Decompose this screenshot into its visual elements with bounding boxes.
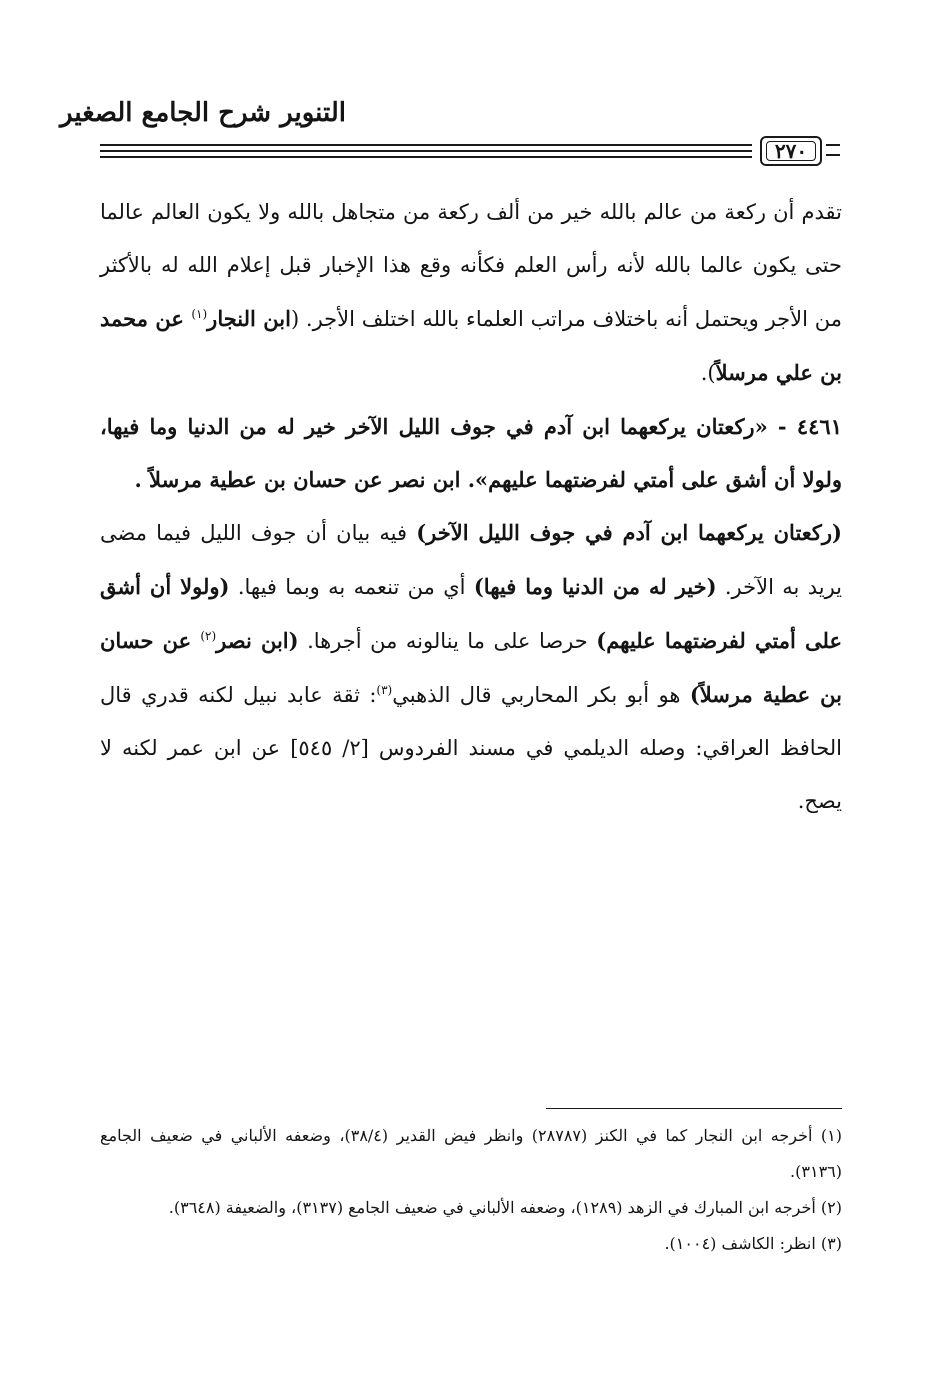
- hadith-entry: [100, 400, 842, 506]
- hadith-number: ٤٤٦١ -: [767, 414, 842, 439]
- footnote-ref: (١): [191, 307, 208, 321]
- commentary-paragraph: تقدم أن ركعة من عالم بالله خير من ألف ركعة من متجاهل بالله ولا يكون العالم عالما حتى يكون عالما بالله لأنه رأس العلم فكأنه وقع هذا الإخبار قبل إعلام الله له بالأكثر من الأجر ويحتمل أنه باختلاف مراتب العلماء بالله اختلف الأجر. (ابن النجار$^{(١)}$ عن محمد بن علي مرسلاً).: [100, 200, 842, 385]
- header-rule: [100, 150, 752, 152]
- page-number: ٢٧٠: [774, 139, 808, 163]
- footnote-separator: [546, 1108, 842, 1109]
- header-rule: [100, 144, 752, 146]
- commentary-paragraph: (ركعتان يركعهما ابن آدم في جوف الليل الآخر) فيه بيان أن جوف الليل فيما مضى يريد به الآخر. (خير له من الدنيا وما فيها) أي من تنعمه به وبما فيها. (ولولا أن أشق على أمتي لفرضتهما عليهم) حرصا على ما ينالونه من أجرها. (ابن نصر$^{(٢)}$ عن حسان بن عطية مرسلاً) هو أبو بكر المحاربي قال الذهبي$^{(٣)}$: ثقة عابد نبيل لكنه قدري قال الحافظ العراقي: وصله الديلمي في مسند الفردوس [٢/ ٥٤٥] عن ابن عمر لكنه لا يصح.: [100, 520, 843, 813]
- footnotes: [100, 1118, 842, 1262]
- hadith-text: «ركعتان يركعهما ابن آدم في جوف الليل الآخر خير له من الدنيا وما فيها، ولولا أن أشق على أمتي لفرضتهما عليهم». ابن نصر عن حسان بن عطية مرسلاً .: [100, 414, 842, 492]
- header-rule: [100, 156, 752, 158]
- footnote: (٢) أخرجه ابن المبارك في الزهد (١٢٨٩)، وضعفه الألباني في ضعيف الجامع (٣١٣٧)، والضعيفة (٣٦٤٨).: [168, 1198, 842, 1217]
- header-ornament: [826, 154, 840, 156]
- page-number-box: [760, 136, 822, 166]
- header-ornament: [826, 144, 840, 146]
- running-header-title: التنوير شرح الجامع الصغير: [60, 98, 346, 128]
- main-text: [100, 186, 842, 828]
- footnote: (١) أخرجه ابن النجار كما في الكنز (٢٨٧٨٧) وانظر فيض القدير (٣٨/٤)، وضعفه الألباني في ضعيف الجامع (٣١٣٦).: [100, 1126, 842, 1181]
- footnote-ref: (٢): [200, 629, 217, 643]
- footnote: (٣) انظر: الكاشف (١٠٠٤).: [664, 1234, 842, 1253]
- footnote-ref: (٣): [376, 683, 393, 697]
